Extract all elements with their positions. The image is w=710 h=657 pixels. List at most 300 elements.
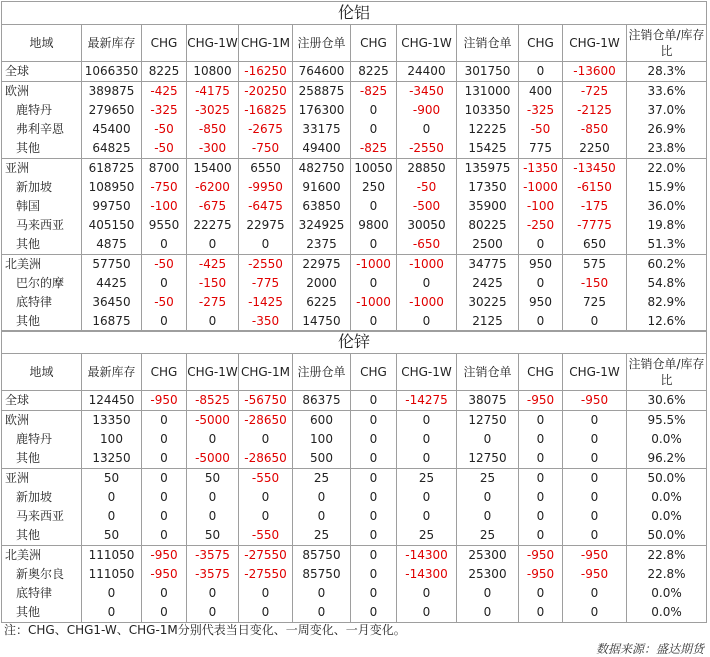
value-cell: -6200 bbox=[187, 178, 239, 197]
value-cell: 50.0% bbox=[627, 526, 707, 546]
value-cell: 8225 bbox=[351, 62, 397, 82]
value-cell: 0 bbox=[519, 449, 563, 469]
value-cell: 25 bbox=[457, 526, 519, 546]
value-cell: -1000 bbox=[397, 293, 457, 312]
column-header: CHG-1M bbox=[239, 354, 293, 391]
value-cell: 0 bbox=[239, 603, 293, 623]
value-cell: 0 bbox=[457, 507, 519, 526]
value-cell: 0 bbox=[187, 430, 239, 449]
column-header: 地域 bbox=[2, 25, 82, 62]
value-cell: 279650 bbox=[82, 101, 142, 120]
column-header: CHG-1W bbox=[563, 354, 627, 391]
table-row bbox=[2, 526, 707, 546]
value-cell: -1000 bbox=[351, 255, 397, 275]
value-cell: -13600 bbox=[563, 62, 627, 82]
value-cell: 0 bbox=[519, 603, 563, 623]
value-cell: -150 bbox=[187, 274, 239, 293]
value-cell: 9800 bbox=[351, 216, 397, 235]
value-cell: -5000 bbox=[187, 449, 239, 469]
value-cell: 16875 bbox=[82, 312, 142, 332]
value-cell: -550 bbox=[239, 469, 293, 489]
value-cell: 0 bbox=[351, 565, 397, 584]
table-row bbox=[2, 565, 707, 584]
value-cell: 0 bbox=[351, 449, 397, 469]
value-cell: 25 bbox=[293, 469, 351, 489]
value-cell: 301750 bbox=[457, 62, 519, 82]
value-cell: -27550 bbox=[239, 546, 293, 566]
table-row bbox=[2, 312, 707, 332]
value-cell: 0 bbox=[563, 526, 627, 546]
value-cell: -950 bbox=[142, 546, 187, 566]
value-cell: 0 bbox=[563, 507, 627, 526]
value-cell: -3450 bbox=[397, 82, 457, 102]
value-cell: 389875 bbox=[82, 82, 142, 102]
value-cell: 575 bbox=[563, 255, 627, 275]
table-row bbox=[2, 197, 707, 216]
value-cell: 85750 bbox=[293, 565, 351, 584]
value-cell: 0 bbox=[351, 603, 397, 623]
column-header: CHG bbox=[142, 25, 187, 62]
value-cell: -775 bbox=[239, 274, 293, 293]
value-cell: 15.9% bbox=[627, 178, 707, 197]
value-cell: 33175 bbox=[293, 120, 351, 139]
value-cell: -7775 bbox=[563, 216, 627, 235]
table-row bbox=[2, 469, 707, 489]
value-cell: 0.0% bbox=[627, 603, 707, 623]
value-cell: -1425 bbox=[239, 293, 293, 312]
value-cell: 618725 bbox=[82, 159, 142, 179]
value-cell: -8525 bbox=[187, 391, 239, 411]
region-cell: 弗利辛恩 bbox=[2, 120, 82, 139]
value-cell: -28650 bbox=[239, 411, 293, 431]
table-row bbox=[2, 430, 707, 449]
value-cell: -16250 bbox=[239, 62, 293, 82]
value-cell: 0 bbox=[351, 391, 397, 411]
value-cell: 50 bbox=[82, 469, 142, 489]
table-row bbox=[2, 274, 707, 293]
column-header: 注销仓单 bbox=[457, 354, 519, 391]
value-cell: 50 bbox=[82, 526, 142, 546]
value-cell: 23.8% bbox=[627, 139, 707, 159]
value-cell: 4875 bbox=[82, 235, 142, 255]
value-cell: 0 bbox=[351, 101, 397, 120]
value-cell: 25300 bbox=[457, 546, 519, 566]
value-cell: 13350 bbox=[82, 411, 142, 431]
value-cell: 22975 bbox=[293, 255, 351, 275]
column-header: CHG bbox=[519, 25, 563, 62]
value-cell: 0.0% bbox=[627, 584, 707, 603]
value-cell: -950 bbox=[563, 546, 627, 566]
value-cell: -550 bbox=[239, 526, 293, 546]
value-cell: 36.0% bbox=[627, 197, 707, 216]
value-cell: 124450 bbox=[82, 391, 142, 411]
table-row bbox=[2, 178, 707, 197]
value-cell: -325 bbox=[519, 101, 563, 120]
value-cell: 0 bbox=[187, 235, 239, 255]
table-title: 伦锌 bbox=[2, 331, 707, 354]
value-cell: 2250 bbox=[563, 139, 627, 159]
value-cell: 10050 bbox=[351, 159, 397, 179]
value-cell: 2500 bbox=[457, 235, 519, 255]
value-cell: -650 bbox=[397, 235, 457, 255]
value-cell: 19.8% bbox=[627, 216, 707, 235]
value-cell: -425 bbox=[187, 255, 239, 275]
value-cell: -300 bbox=[187, 139, 239, 159]
column-header: 地域 bbox=[2, 354, 82, 391]
value-cell: 258875 bbox=[293, 82, 351, 102]
column-header: CHG bbox=[351, 354, 397, 391]
value-cell: 500 bbox=[293, 449, 351, 469]
column-header: CHG bbox=[519, 354, 563, 391]
value-cell: 0 bbox=[142, 430, 187, 449]
value-cell: 131000 bbox=[457, 82, 519, 102]
column-header: CHG bbox=[351, 25, 397, 62]
region-cell: 其他 bbox=[2, 312, 82, 332]
value-cell: 0 bbox=[351, 546, 397, 566]
value-cell: 15425 bbox=[457, 139, 519, 159]
region-cell: 鹿特丹 bbox=[2, 430, 82, 449]
region-cell: 北美洲 bbox=[2, 255, 82, 275]
footnote: 注：CHG、CHG1-W、CHG-1M分别代表当日变化、一周变化、一月变化。 bbox=[4, 623, 406, 637]
value-cell: -950 bbox=[563, 565, 627, 584]
table-row bbox=[2, 82, 707, 102]
value-cell: 0 bbox=[239, 488, 293, 507]
value-cell: 0 bbox=[519, 469, 563, 489]
value-cell: 36450 bbox=[82, 293, 142, 312]
region-cell: 欧洲 bbox=[2, 82, 82, 102]
value-cell: 324925 bbox=[293, 216, 351, 235]
table-row bbox=[2, 101, 707, 120]
value-cell: 111050 bbox=[82, 546, 142, 566]
value-cell: 2425 bbox=[457, 274, 519, 293]
value-cell: 0 bbox=[142, 488, 187, 507]
region-cell: 其他 bbox=[2, 603, 82, 623]
value-cell: -1000 bbox=[351, 293, 397, 312]
value-cell: 50 bbox=[187, 526, 239, 546]
value-cell: 37.0% bbox=[627, 101, 707, 120]
value-cell: 0 bbox=[397, 411, 457, 431]
value-cell: -175 bbox=[563, 197, 627, 216]
value-cell: 111050 bbox=[82, 565, 142, 584]
region-cell: 马来西亚 bbox=[2, 507, 82, 526]
value-cell: -50 bbox=[142, 120, 187, 139]
value-cell: 12750 bbox=[457, 449, 519, 469]
table-row bbox=[2, 411, 707, 431]
value-cell: 0 bbox=[142, 584, 187, 603]
value-cell: 1066350 bbox=[82, 62, 142, 82]
table-row bbox=[2, 391, 707, 411]
value-cell: -28650 bbox=[239, 449, 293, 469]
value-cell: -275 bbox=[187, 293, 239, 312]
value-cell: 103350 bbox=[457, 101, 519, 120]
value-cell: -50 bbox=[142, 139, 187, 159]
value-cell: -2675 bbox=[239, 120, 293, 139]
value-cell: -56750 bbox=[239, 391, 293, 411]
value-cell: 0 bbox=[519, 526, 563, 546]
aluminum-table bbox=[1, 1, 707, 332]
table-row bbox=[2, 507, 707, 526]
value-cell: 33.6% bbox=[627, 82, 707, 102]
value-cell: 95.5% bbox=[627, 411, 707, 431]
value-cell: 0 bbox=[351, 120, 397, 139]
region-cell: 韩国 bbox=[2, 197, 82, 216]
value-cell: 0 bbox=[142, 411, 187, 431]
value-cell: -3575 bbox=[187, 546, 239, 566]
value-cell: 0 bbox=[563, 488, 627, 507]
value-cell: 0 bbox=[351, 488, 397, 507]
value-cell: 49400 bbox=[293, 139, 351, 159]
value-cell: -50 bbox=[142, 255, 187, 275]
value-cell: -425 bbox=[142, 82, 187, 102]
value-cell: 96.2% bbox=[627, 449, 707, 469]
value-cell: 2375 bbox=[293, 235, 351, 255]
region-cell: 其他 bbox=[2, 449, 82, 469]
value-cell: -950 bbox=[142, 565, 187, 584]
value-cell: -50 bbox=[397, 178, 457, 197]
value-cell: 400 bbox=[519, 82, 563, 102]
value-cell: 0 bbox=[187, 603, 239, 623]
table-row bbox=[2, 120, 707, 139]
value-cell: 51.3% bbox=[627, 235, 707, 255]
table-row bbox=[2, 139, 707, 159]
value-cell: 0 bbox=[142, 507, 187, 526]
value-cell: 0 bbox=[351, 274, 397, 293]
region-cell: 其他 bbox=[2, 139, 82, 159]
value-cell: 8225 bbox=[142, 62, 187, 82]
region-cell: 亚洲 bbox=[2, 469, 82, 489]
value-cell: 57750 bbox=[82, 255, 142, 275]
value-cell: 0 bbox=[563, 411, 627, 431]
value-cell: 0 bbox=[397, 274, 457, 293]
value-cell: 0 bbox=[397, 430, 457, 449]
value-cell: 4425 bbox=[82, 274, 142, 293]
region-cell: 全球 bbox=[2, 391, 82, 411]
value-cell: -2550 bbox=[239, 255, 293, 275]
value-cell: 0 bbox=[293, 584, 351, 603]
table-row bbox=[2, 255, 707, 275]
region-cell: 新奥尔良 bbox=[2, 565, 82, 584]
column-header: 最新库存 bbox=[82, 25, 142, 62]
value-cell: 0 bbox=[142, 603, 187, 623]
value-cell: 0.0% bbox=[627, 430, 707, 449]
region-cell: 底特律 bbox=[2, 584, 82, 603]
value-cell: 135975 bbox=[457, 159, 519, 179]
value-cell: 25 bbox=[397, 526, 457, 546]
table-row bbox=[2, 235, 707, 255]
value-cell: -500 bbox=[397, 197, 457, 216]
value-cell: 775 bbox=[519, 139, 563, 159]
value-cell: -4175 bbox=[187, 82, 239, 102]
value-cell: 0 bbox=[563, 449, 627, 469]
value-cell: 0 bbox=[187, 507, 239, 526]
value-cell: 0 bbox=[563, 469, 627, 489]
value-cell: 22.8% bbox=[627, 546, 707, 566]
value-cell: -325 bbox=[142, 101, 187, 120]
value-cell: 86375 bbox=[293, 391, 351, 411]
value-cell: 91600 bbox=[293, 178, 351, 197]
value-cell: -850 bbox=[187, 120, 239, 139]
value-cell: 0 bbox=[563, 584, 627, 603]
value-cell: 0 bbox=[351, 526, 397, 546]
value-cell: 100 bbox=[293, 430, 351, 449]
column-header: CHG-1W bbox=[397, 25, 457, 62]
value-cell: 30225 bbox=[457, 293, 519, 312]
value-cell: -1000 bbox=[519, 178, 563, 197]
value-cell: 0 bbox=[519, 274, 563, 293]
value-cell: 0 bbox=[239, 430, 293, 449]
value-cell: -6150 bbox=[563, 178, 627, 197]
value-cell: 10800 bbox=[187, 62, 239, 82]
value-cell: -16825 bbox=[239, 101, 293, 120]
value-cell: 0 bbox=[457, 488, 519, 507]
value-cell: 82.9% bbox=[627, 293, 707, 312]
value-cell: 482750 bbox=[293, 159, 351, 179]
column-header: CHG-1M bbox=[239, 25, 293, 62]
value-cell: 176300 bbox=[293, 101, 351, 120]
value-cell: 0 bbox=[293, 507, 351, 526]
value-cell: -100 bbox=[142, 197, 187, 216]
value-cell: 0 bbox=[351, 235, 397, 255]
value-cell: -50 bbox=[519, 120, 563, 139]
column-header: 注销仓单/库存比 bbox=[627, 25, 707, 62]
column-header: 注销仓单 bbox=[457, 25, 519, 62]
value-cell: 0.0% bbox=[627, 488, 707, 507]
table-row bbox=[2, 216, 707, 235]
column-header: CHG-1W bbox=[563, 25, 627, 62]
value-cell: 25 bbox=[457, 469, 519, 489]
value-cell: 0 bbox=[142, 274, 187, 293]
region-cell: 巴尔的摩 bbox=[2, 274, 82, 293]
value-cell: 0 bbox=[397, 507, 457, 526]
table-row bbox=[2, 603, 707, 623]
value-cell: 950 bbox=[519, 293, 563, 312]
value-cell: 250 bbox=[351, 178, 397, 197]
value-cell: -3575 bbox=[187, 565, 239, 584]
value-cell: 0 bbox=[519, 312, 563, 332]
value-cell: 0 bbox=[239, 584, 293, 603]
value-cell: 25 bbox=[397, 469, 457, 489]
value-cell: 22975 bbox=[239, 216, 293, 235]
value-cell: 0 bbox=[187, 312, 239, 332]
value-cell: 45400 bbox=[82, 120, 142, 139]
value-cell: 6550 bbox=[239, 159, 293, 179]
table-row bbox=[2, 488, 707, 507]
value-cell: -675 bbox=[187, 197, 239, 216]
table-row bbox=[2, 293, 707, 312]
column-header: CHG-1W bbox=[397, 354, 457, 391]
value-cell: 12225 bbox=[457, 120, 519, 139]
value-cell: 0 bbox=[397, 449, 457, 469]
value-cell: 28.3% bbox=[627, 62, 707, 82]
value-cell: 0 bbox=[239, 235, 293, 255]
table-row bbox=[2, 449, 707, 469]
value-cell: -2550 bbox=[397, 139, 457, 159]
value-cell: 0 bbox=[82, 584, 142, 603]
value-cell: 30050 bbox=[397, 216, 457, 235]
value-cell: 22.8% bbox=[627, 565, 707, 584]
table-title: 伦铝 bbox=[2, 2, 707, 25]
value-cell: 0 bbox=[519, 62, 563, 82]
value-cell: 63850 bbox=[293, 197, 351, 216]
value-cell: 2000 bbox=[293, 274, 351, 293]
region-cell: 全球 bbox=[2, 62, 82, 82]
value-cell: 15400 bbox=[187, 159, 239, 179]
table-row bbox=[2, 62, 707, 82]
value-cell: -27550 bbox=[239, 565, 293, 584]
value-cell: -14300 bbox=[397, 546, 457, 566]
value-cell: 17350 bbox=[457, 178, 519, 197]
value-cell: -750 bbox=[239, 139, 293, 159]
value-cell: -6475 bbox=[239, 197, 293, 216]
value-cell: 0 bbox=[351, 312, 397, 332]
value-cell: 0 bbox=[457, 603, 519, 623]
value-cell: 25 bbox=[293, 526, 351, 546]
zinc-table bbox=[1, 330, 707, 623]
column-header: CHG-1W bbox=[187, 25, 239, 62]
header-row bbox=[2, 354, 707, 391]
value-cell: 0 bbox=[351, 430, 397, 449]
value-cell: 0 bbox=[519, 488, 563, 507]
value-cell: 405150 bbox=[82, 216, 142, 235]
value-cell: 50 bbox=[187, 469, 239, 489]
value-cell: 0 bbox=[142, 312, 187, 332]
value-cell: 0 bbox=[351, 584, 397, 603]
header-row bbox=[2, 25, 707, 62]
region-cell: 亚洲 bbox=[2, 159, 82, 179]
value-cell: -5000 bbox=[187, 411, 239, 431]
value-cell: 0 bbox=[293, 603, 351, 623]
table-title-row bbox=[2, 2, 707, 25]
value-cell: 0 bbox=[142, 469, 187, 489]
value-cell: 0 bbox=[563, 430, 627, 449]
value-cell: 0 bbox=[519, 235, 563, 255]
value-cell: -950 bbox=[519, 565, 563, 584]
value-cell: 0 bbox=[519, 507, 563, 526]
value-cell: 0 bbox=[563, 312, 627, 332]
value-cell: 9550 bbox=[142, 216, 187, 235]
table-title-row bbox=[2, 331, 707, 354]
region-cell: 新加坡 bbox=[2, 488, 82, 507]
value-cell: 30.6% bbox=[627, 391, 707, 411]
column-header: 注册仓单 bbox=[293, 354, 351, 391]
value-cell: -2125 bbox=[563, 101, 627, 120]
region-cell: 欧洲 bbox=[2, 411, 82, 431]
table-row bbox=[2, 159, 707, 179]
column-header: 注销仓单/库存比 bbox=[627, 354, 707, 391]
value-cell: 0 bbox=[351, 469, 397, 489]
value-cell: 34775 bbox=[457, 255, 519, 275]
value-cell: 80225 bbox=[457, 216, 519, 235]
value-cell: 0 bbox=[351, 411, 397, 431]
value-cell: 28850 bbox=[397, 159, 457, 179]
value-cell: 650 bbox=[563, 235, 627, 255]
region-cell: 马来西亚 bbox=[2, 216, 82, 235]
column-header: 最新库存 bbox=[82, 354, 142, 391]
value-cell: 0 bbox=[519, 430, 563, 449]
value-cell: 0 bbox=[397, 488, 457, 507]
value-cell: 99750 bbox=[82, 197, 142, 216]
value-cell: -1000 bbox=[397, 255, 457, 275]
value-cell: -900 bbox=[397, 101, 457, 120]
value-cell: 35900 bbox=[457, 197, 519, 216]
value-cell: 0 bbox=[457, 430, 519, 449]
value-cell: 24400 bbox=[397, 62, 457, 82]
value-cell: -14275 bbox=[397, 391, 457, 411]
value-cell: 0 bbox=[397, 120, 457, 139]
value-cell: 0 bbox=[142, 235, 187, 255]
value-cell: -950 bbox=[142, 391, 187, 411]
value-cell: 764600 bbox=[293, 62, 351, 82]
